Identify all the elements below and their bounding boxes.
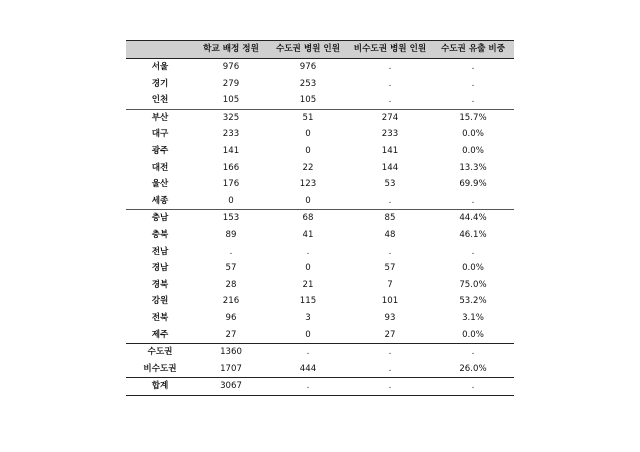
cell-capital-hospital: 0 [305,129,311,140]
cell-outflow-share: 3.1% [462,312,484,323]
cell-capital-hospital: . [268,378,348,396]
cell-noncapital-hospital: 101 [381,296,399,307]
table-row [126,109,514,126]
cell-school-quota: 96 [225,312,237,323]
cell-outflow-share: 0.0% [462,129,484,140]
cell-capital-hospital: 3 [305,312,311,323]
cell-outflow-share: 0.0% [462,329,484,340]
cell-capital-hospital: 68 [268,210,348,227]
table-row [126,59,514,76]
cell-school-quota: 89 [225,229,237,240]
cell-region-name: 제주 [151,329,169,340]
cell-school-quota: 57 [225,263,237,274]
cell-school-quota: 0 [228,195,234,206]
cell-capital-hospital: 0 [305,263,311,274]
cell-school-quota: 141 [222,145,240,156]
cell-region-name: 비수도권 [143,363,177,374]
cell-region-name: 경북 [151,279,169,290]
cell-noncapital-hospital: 274 [348,109,432,126]
cell-capital-hospital: 51 [268,109,348,126]
cell-outflow-share: 46.1% [459,229,487,240]
table-row [126,210,514,227]
cell-school-quota: 105 [222,95,240,106]
cell-noncapital-hospital: 141 [381,145,399,156]
cell-capital-hospital: 976 [299,62,317,72]
cell-capital-hospital: 115 [299,296,317,307]
cell-outflow-share: 0.0% [462,263,484,274]
cell-region-name: 광주 [151,145,169,156]
table-row [126,92,514,109]
table-row [126,260,514,277]
cell-capital-hospital: 444 [299,363,317,374]
cell-outflow-share: . [432,344,514,361]
cell-school-quota: 28 [225,279,237,290]
cell-noncapital-hospital: . [388,95,392,106]
cell-region-name: 전남 [151,246,169,257]
cell-region-name: 전북 [151,312,169,323]
table-row [126,143,514,160]
cell-capital-hospital: . [268,344,348,361]
cell-region-name: 합계 [126,378,194,396]
cell-outflow-share: . [432,378,514,396]
table-row [126,176,514,193]
table-row [126,378,514,396]
cell-school-quota: 976 [222,62,240,72]
cell-noncapital-hospital: . [388,195,392,206]
cell-school-quota: 1707 [220,363,242,374]
cell-school-quota: 27 [225,329,237,340]
cell-noncapital-hospital: . [348,344,432,361]
cell-school-quota: 176 [222,179,240,190]
table-row [126,227,514,244]
cell-outflow-share: 0.0% [462,145,484,156]
cell-outflow-share: 69.9% [459,179,487,190]
header-corner [126,41,194,59]
cell-capital-hospital: 123 [299,179,317,190]
cell-capital-hospital: 0 [305,329,311,340]
cell-school-quota: 1360 [194,344,268,361]
cell-outflow-share: 13.3% [459,162,487,173]
cell-noncapital-hospital: . [388,363,392,374]
cell-region-name: 강원 [151,296,169,307]
cell-region-name: 서울 [151,62,169,72]
table-row [126,76,514,93]
cell-noncapital-hospital: . [388,246,392,257]
header-outflow-share: 수도권 유출 비중 [432,41,514,59]
cell-region-name: 대구 [151,129,169,140]
table-row [126,244,514,261]
cell-school-quota: 279 [222,78,240,89]
cell-noncapital-hospital: 233 [381,129,399,140]
cell-outflow-share: . [471,78,475,89]
cell-outflow-share: . [471,246,475,257]
cell-region-name: 충남 [126,210,194,227]
cell-region-name: 경기 [151,78,169,89]
cell-outflow-share: 26.0% [459,363,487,374]
cell-region-name: 수도권 [126,344,194,361]
cell-capital-hospital: . [306,246,310,257]
table-header [126,41,514,59]
table-row [126,327,514,344]
header-capital-hospital: 수도권 병원 인원 [268,41,348,59]
cell-capital-hospital: 0 [305,145,311,156]
header-noncapital-hospital: 비수도권 병원 인원 [348,41,432,59]
cell-noncapital-hospital: 57 [384,263,396,274]
cell-noncapital-hospital: 27 [384,329,396,340]
cell-region-name: 인천 [151,95,169,106]
table-row [126,126,514,143]
cell-noncapital-hospital: . [348,378,432,396]
cell-school-quota: 166 [222,162,240,173]
table-row [126,310,514,327]
table-body [126,59,514,396]
cell-region-name: 대전 [151,162,169,173]
cell-noncapital-hospital: 53 [384,179,396,190]
cell-outflow-share: 15.7% [432,109,514,126]
table-row [126,193,514,210]
residency-allocation-table [126,40,514,396]
header-row [126,41,514,59]
cell-region-name: 부산 [126,109,194,126]
table-row [126,293,514,310]
cell-noncapital-hospital: 7 [387,279,393,290]
cell-region-name: 경남 [151,263,169,274]
cell-school-quota: . [229,246,233,257]
cell-school-quota: 3067 [194,378,268,396]
cell-region-name: 세종 [151,195,169,206]
cell-outflow-share: 53.2% [459,296,487,307]
cell-region-name: 울산 [151,179,169,190]
cell-outflow-share: . [471,195,475,206]
table-row [126,361,514,378]
cell-capital-hospital: 22 [302,162,314,173]
cell-noncapital-hospital: 144 [381,162,399,173]
cell-noncapital-hospital: . [388,78,392,89]
cell-capital-hospital: 41 [302,229,314,240]
cell-noncapital-hospital: 93 [384,312,396,323]
cell-capital-hospital: 0 [305,195,311,206]
cell-school-quota: 325 [194,109,268,126]
cell-capital-hospital: 253 [299,78,317,89]
cell-noncapital-hospital: 85 [348,210,432,227]
cell-school-quota: 153 [194,210,268,227]
cell-capital-hospital: 105 [299,95,317,106]
cell-capital-hospital: 21 [302,279,314,290]
header-school-quota: 학교 배정 정원 [194,41,268,59]
cell-region-name: 충북 [151,229,169,240]
table-row [126,160,514,177]
table-row [126,344,514,361]
cell-outflow-share: 75.0% [459,279,487,290]
table-row [126,277,514,294]
cell-school-quota: 216 [222,296,240,307]
cell-outflow-share: . [471,62,475,72]
cell-outflow-share: 44.4% [432,210,514,227]
cell-outflow-share: . [471,95,475,106]
cell-noncapital-hospital: . [388,62,392,72]
cell-noncapital-hospital: 48 [384,229,396,240]
cell-school-quota: 233 [222,129,240,140]
